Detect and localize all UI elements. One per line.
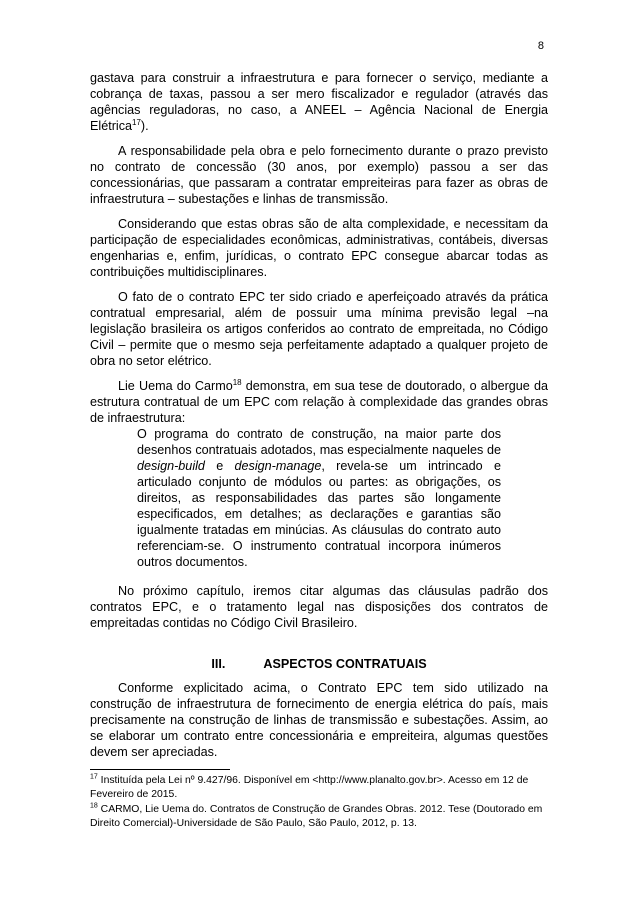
quote-text-3: , revela-se um intrincado e articulado conjunto de módulos ou partes: as obrigações, os direitos, as responsabilidades das partes são longamente especificados, em detalhes; as declarações e garantias são igualmente tratadas em minúcias. As cláusulas do contrato auto referenciam-se. O instrumento contratual incorpora inúmeros outros documentos.: [137, 459, 501, 569]
paragraph-2: A responsabilidade pela obra e pelo fornecimento durante o prazo previsto no contrato de concessão (30 anos, por exemplo) passou a ser das concessionárias, que passaram a contratar empreiteiras para fazer as obras de infraestrutura – subestações e linhas de transmissão.: [90, 144, 548, 206]
footnote-18-text: CARMO, Lie Uema do. Contratos de Construção de Grandes Obras. 2012. Tese (Doutorado em Direito Comercial)-Universidade de São Paulo, São Paulo, 2012, p. 13.: [90, 804, 543, 829]
quote-italic-design-manage: design-manage: [234, 459, 322, 473]
paragraph-5-text: demonstra, em sua tese de doutorado, o albergue da estrutura contratual de um EPC com relação à complexidade das grandes obras de infraestrutura:: [90, 379, 548, 425]
quote-text-1: O programa do contrato de construção, na maior parte dos desenhos contratuais adotados, mas especialmente naqueles de: [137, 427, 501, 457]
footnote-17-number: 17: [90, 773, 98, 781]
section-heading: [0, 657, 638, 671]
after-quote-paragraph: No próximo capítulo, iremos citar algumas das cláusulas padrão dos contratos EPC, e o tratamento legal nas disposições dos contratos de empreitadas contidas no Código Civil Brasileiro.: [90, 584, 548, 630]
paragraph-1: [90, 70, 548, 134]
footnotes: [90, 774, 548, 832]
section-number: III.: [211, 657, 226, 671]
block-quote: [137, 426, 501, 570]
paragraph-5-author: Lie Uema do Carmo: [118, 379, 233, 393]
footnote-ref-17: 17: [132, 117, 141, 127]
footnote-18-number: 18: [90, 802, 98, 810]
section-title: ASPECTOS CONTRATUAIS: [263, 657, 427, 671]
footnote-18: [90, 803, 548, 830]
quote-text-2: e: [204, 459, 235, 473]
paragraph-1-end: ).: [140, 119, 149, 133]
body-text: [90, 70, 548, 435]
footnote-divider: [90, 769, 230, 770]
footnote-17-text: Instituída pela Lei nº 9.427/96. Disponível em <http://www.planalto.gov.br>. Acesso em 12 de Fevereiro de 2015.: [90, 775, 529, 800]
quote-italic-design-build: design-build: [137, 459, 205, 473]
page-number: 8: [537, 40, 544, 52]
section-paragraph: Conforme explicitado acima, o Contrato EPC tem sido utilizado na construção de infraestrutura de fornecimento de energia elétrica do país, mais precisamente na construção de linhas de transmissão e subestações. Assim, ao se elaborar um contrato entre concessionária e empreiteira, algumas questões devem ser apreciadas.: [90, 681, 548, 759]
paragraph-5: [90, 378, 548, 426]
paragraph-3: Considerando que estas obras são de alta complexidade, e necessitam da participação de especialidades econômicas, administrativas, contábeis, diversas engenharias e, enfim, jurídicas, o contrato EPC consegue abarcar todas as contribuições multidisciplinares.: [90, 217, 548, 279]
section-body: [90, 680, 548, 760]
after-quote-block: [90, 583, 548, 631]
footnote-ref-18: 18: [232, 377, 242, 387]
paragraph-1-text: gastava para construir a infraestrutura e para fornecer o serviço, mediante a cobrança de taxas, passou a ser mero fiscalizador e regulador (através das agências reguladoras, no caso, a ANEEL – Agência Nacional de Energia Elétrica: [90, 71, 548, 133]
paragraph-4: O fato de o contrato EPC ter sido criado e aperfeiçoado através da prática contratual empresarial, além de possuir uma mínima previsão legal –na legislação brasileira os artigos conferidos ao contrato de empreitada, no Código Civil – permite que o mesmo seja perfeitamente adaptado a qualquer projeto de obra no setor elétrico.: [90, 290, 548, 368]
footnote-17: [90, 774, 548, 801]
